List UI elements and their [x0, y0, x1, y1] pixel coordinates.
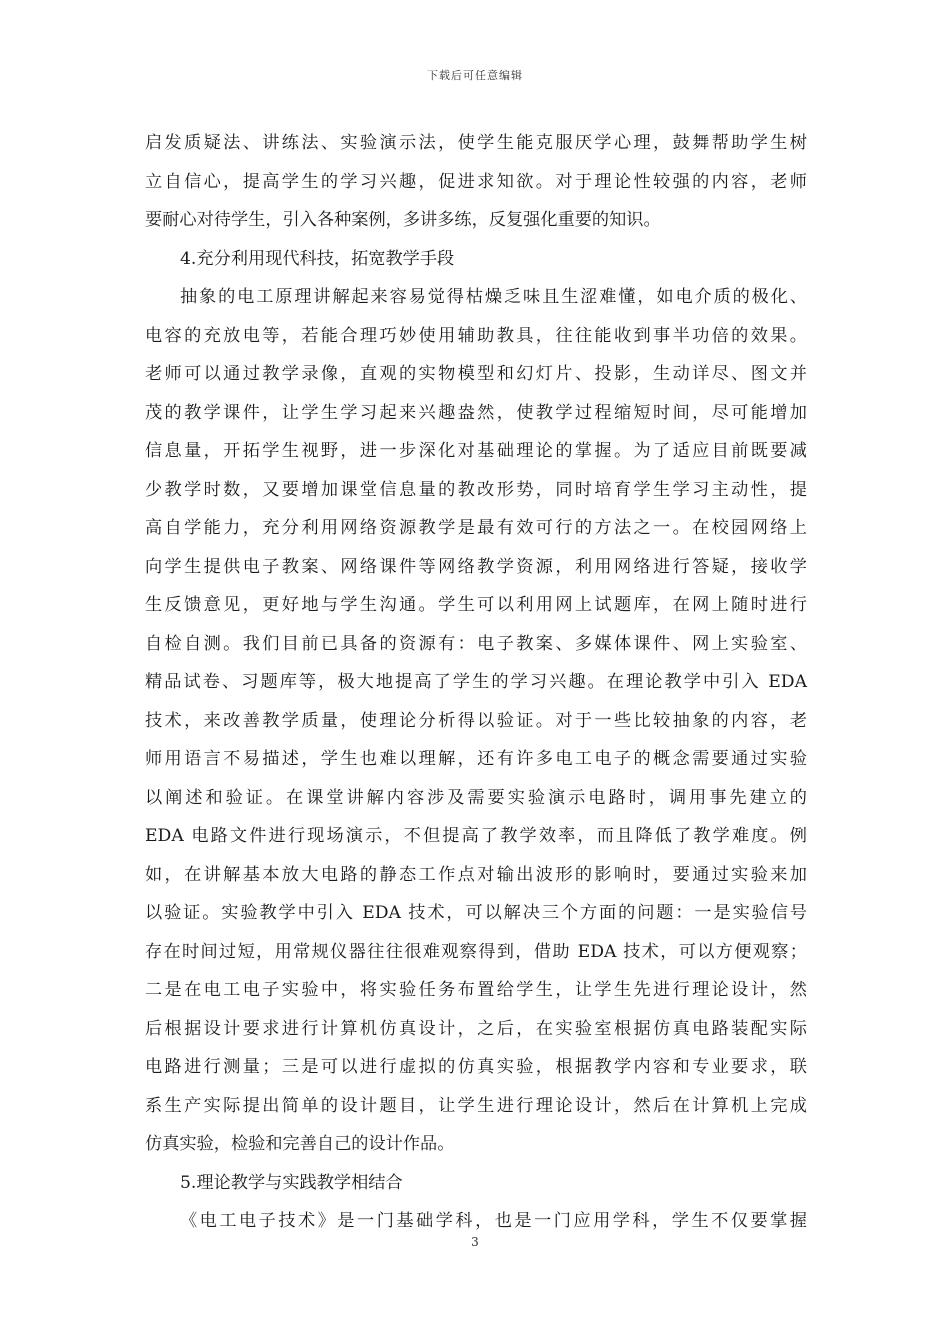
text-line: 信息量，开拓学生视野，进一步深化对基础理论的掌握。为了适应目前既要减	[145, 441, 807, 461]
text-line: 电路进行测量；三是可以进行虚拟的仿真实验，根据教学内容和专业要求，联	[145, 1057, 807, 1077]
text-line: 要耐心对待学生，引入各种案例，多讲多练，反复强化重要的知识。	[145, 210, 661, 230]
page-header: 下载后可任意编辑	[427, 69, 523, 82]
text-line: 自检自测。我们目前已具备的资源有：电子教案、多媒体课件、网上实验室、	[145, 633, 807, 654]
page-number: 3	[471, 1235, 479, 1249]
text-line: 仿真实验，检验和完善自己的设计作品。	[145, 1134, 455, 1154]
text-line: 老师可以通过教学录像，直观的实物模型和幻灯片、投影，生动详尽、图文并	[145, 364, 807, 384]
section-heading: 5.理论教学与实践教学相结合	[180, 1172, 403, 1193]
text-line: 启发质疑法、讲练法、实验演示法，使学生能克服厌学心理，鼓舞帮助学生树	[145, 133, 807, 153]
text-line: 二是在电工电子实验中，将实验任务布置给学生，让学生先进行理论设计，然	[145, 980, 807, 1000]
text-line: 向学生提供电子教案、网络课件等网络教学资源，利用网络进行答疑，接收学	[145, 556, 807, 577]
text-line: 抽象的电工原理讲解起来容易觉得枯燥乏味且生涩难懂，如电介质的极化、	[180, 287, 807, 307]
text-line: 电容的充放电等，若能合理巧妙使用辅助教具，往往能收到事半功倍的效果。	[145, 325, 807, 346]
text-line: 后根据设计要求进行计算机仿真设计，之后，在实验室根据仿真电路装配实际	[145, 1018, 807, 1039]
text-line: 师用语言不易描述，学生也难以理解，还有许多电工电子的概念需要通过实验	[145, 749, 807, 769]
text-line: 精品试卷、习题库等，极大地提高了学生的学习兴趣。在理论教学中引入 EDA	[145, 672, 807, 692]
text-line: 茂的教学课件，让学生学习起来兴趣盎然，使教学过程缩短时间，尽可能增加	[145, 402, 807, 423]
text-line: 立自信心，提高学生的学习兴趣，促进求知欲。对于理论性较强的内容，老师	[145, 171, 807, 192]
text-line: 生反馈意见，更好地与学生沟通。学生可以利用网上试题库，在网上随时进行	[145, 595, 807, 615]
text-line: 少教学时数，又要增加课堂信息量的教改形势，同时培育学生学习主动性，提	[145, 479, 807, 500]
text-line: 存在时间过短，用常规仪器往往很难观察得到，借助 EDA 技术，可以方便观察；	[145, 941, 807, 962]
text-line: 以阐述和验证。在课堂讲解内容涉及需要实验演示电路时，调用事先建立的	[145, 787, 807, 808]
document-body	[145, 124, 807, 1241]
text-line: EDA 电路文件进行现场演示，不但提高了教学效率，而且降低了教学难度。例	[145, 826, 807, 846]
text-line: 以验证。实验教学中引入 EDA 技术，可以解决三个方面的问题：一是实验信号	[145, 903, 807, 923]
text-line: 系生产实际提出简单的设计题目，让学生进行理论设计，然后在计算机上完成	[145, 1095, 807, 1116]
text-line: 如，在讲解基本放大电路的静态工作点对输出波形的影响时，要通过实验来加	[145, 864, 807, 885]
text-line: 技术，来改善教学质量，使理论分析得以验证。对于一些比较抽象的内容，老	[145, 710, 807, 731]
section-heading: 4.充分利用现代科技，拓宽教学手段	[180, 248, 455, 269]
text-line: 高自学能力，充分利用网络资源教学是最有效可行的方法之一。在校园网络上	[145, 518, 807, 538]
text-line: 《电工电子技术》是一门基础学科，也是一门应用学科，学生不仅要掌握	[180, 1211, 807, 1231]
